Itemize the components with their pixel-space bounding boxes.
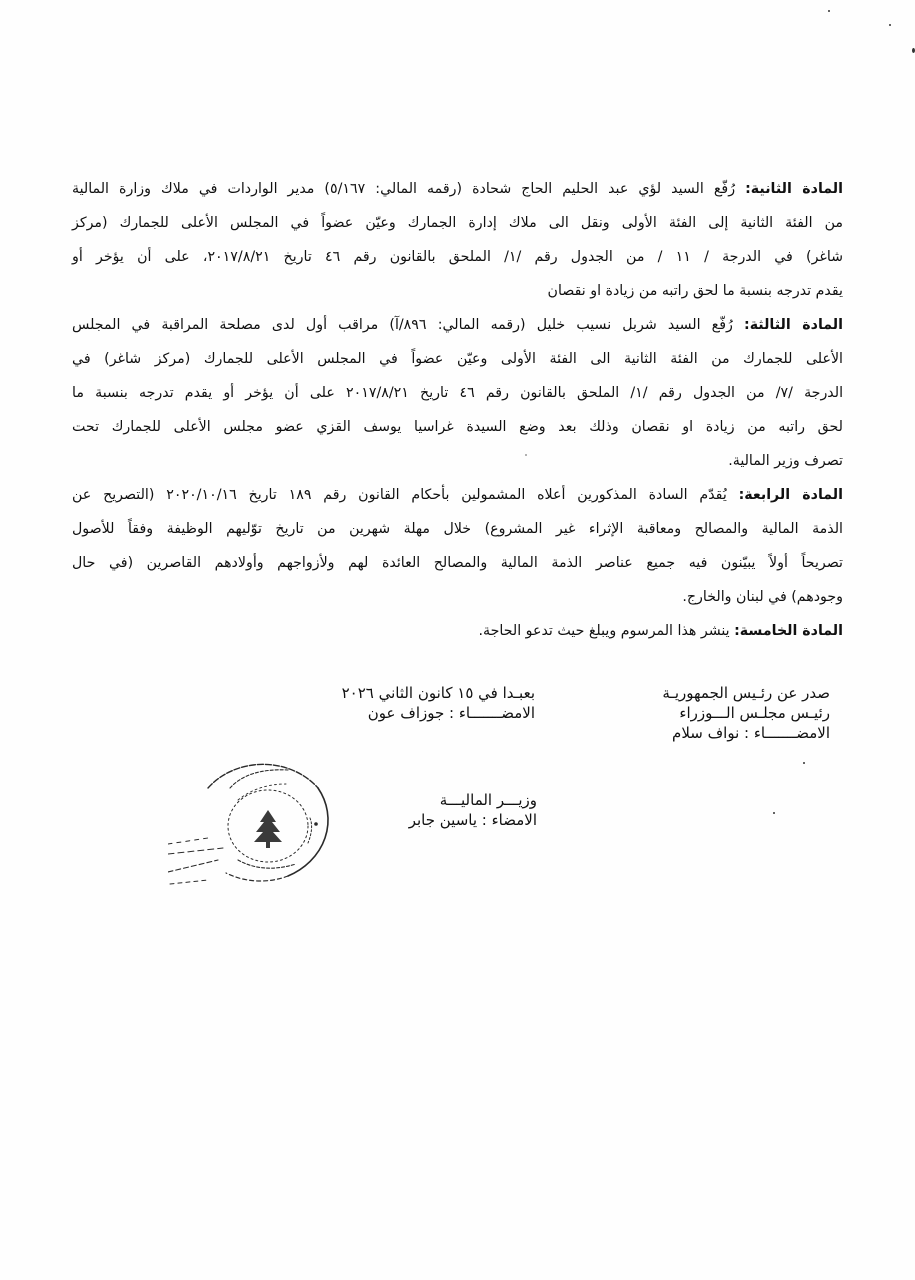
prime-minister-signature-block [662,683,830,743]
article-2-line-1: المادة الثانية: رُفّع السيد لؤي عبد الحليم الحاج شحادة (رقمه المالي: ٥/١٦٧) مدير الواردات في ملاك وزارة المالية [72,181,843,197]
article-2-line-4: يقدم تدرجه بنسبة ما لحق راتبه من زيادة او نقصان [547,283,843,299]
article-3-line-5: تصرف وزير المالية. [728,453,843,469]
article-5-line-1: المادة الخامسة: ينشر هذا المرسوم ويبلغ حيث تدعو الحاجة. [478,623,843,639]
scan-speck [828,10,830,12]
finance-minister-signature: الامضاء : ياسين جابر [408,811,537,829]
finance-minister-signature-block [409,790,537,830]
official-seal-stamp-icon [168,748,338,888]
scan-speck [803,762,805,764]
scan-speck [525,454,527,456]
article-4-label: المادة الرابعة: [738,487,843,503]
finance-minister-title: وزيـــر الماليـــة [439,791,537,809]
article-3-line-4: لحق راتبه من زيادة او نقصان وذلك بعد وضع السيدة غراسيا يوسف القزي عضو مجلس الأعلى للجمارك تحت [72,419,843,435]
issue-date-place: بعبـدا في ١٥ كانون الثاني ٢٠٢٦ [341,684,535,702]
article-4-line-1: المادة الرابعة: يُقدّم السادة المذكورين أعلاه المشمولين بأحكام القانون رقم ١٨٩ تاريخ ٢٠٢٠/١٠/١٦ (التصريح عن [72,487,843,503]
prime-minister-signature: الامضـــــــاء : نواف سلام [672,724,830,742]
prime-minister-title: رئيـس مجلـس الـــوزراء [679,704,830,722]
article-5 [72,614,843,648]
article-5-label: المادة الخامسة: [734,623,843,639]
decree-body [72,172,843,648]
article-4-line-3: تصريحاً أولاً يبيّنون فيه جميع عناصر الذمة المالية والمصالح العائدة لهم ولأزواجهم وأولادهم القاصرين (في حال [72,555,843,571]
president-signature-block [342,683,535,723]
article-3-line-1: المادة الثالثة: رُفّع السيد شربل نسيب خليل (رقمه المالي: ٨٩٦/آ) مراقب أول لدى مصلحة المراقبة في المجلس [72,317,843,333]
article-4 [72,478,843,614]
issued-by-president-label: صدر عن رئـيس الجمهوريـة [662,684,830,702]
scan-speck [889,24,891,26]
article-2-label: المادة الثانية: [745,181,843,197]
article-4-line-4: وجودهم) في لبنان والخارج. [682,589,843,605]
article-2 [72,172,843,308]
scan-speck [773,812,775,814]
article-3-line-2: الأعلى للجمارك من الفئة الثانية الى الفئة الأولى وعيّن عضواً في المجلس الأعلى للجمارك (مركز شاغر) في [72,351,843,367]
article-4-line-2: الذمة المالية والمصالح ومعاقبة الإثراء غير المشروع) خلال مهلة شهرين من تاريخ توّليهم الوظيفة وفقاً للأصول [72,521,843,537]
cedar-icon [254,810,282,848]
article-3-label: المادة الثالثة: [744,317,843,333]
article-2-line-2: من الفئة الثانية إلى الفئة الأولى ونقل الى ملاك إدارة الجمارك وعيّن عضواً في المجلس الأعلى للجمارك (مركز [72,215,843,231]
article-2-line-3: شاغر) في الدرجة / ١١ / من الجدول رقم /١/ الملحق بالقانون رقم ٤٦ تاريخ ٢٠١٧/٨/٢١، على أن يؤخر أو [72,249,844,265]
article-3 [72,308,843,478]
article-3-line-3: الدرجة /٧/ من الجدول رقم /١/ الملحق بالقانون رقم ٤٦ تاريخ ٢٠١٧/٨/٢١ على أن يؤخر أو يقدم تدرجه بنسبة ما [72,385,844,401]
president-signature: الامضـــــــاء : جوزاف عون [367,704,535,722]
